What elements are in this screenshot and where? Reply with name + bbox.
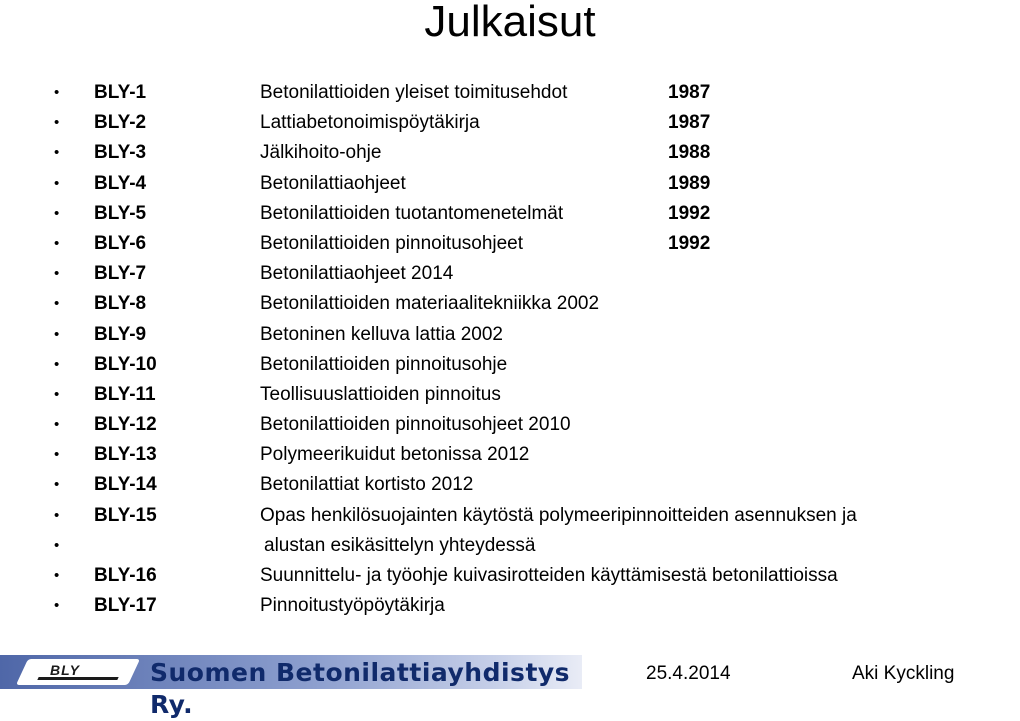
publication-title: Betonilattioiden yleiset toimitusehdot [260,82,568,103]
publication-title: Betonilattioiden materiaalitekniikka 2002 [260,293,600,315]
list-item [0,108,960,138]
bullet-icon: • [54,114,60,132]
list-item [0,320,960,350]
list-item [0,531,960,561]
list-item [0,169,960,199]
publication-code: BLY-10 [94,353,157,375]
publication-title: Betonilattioiden pinnoitusohje [260,353,508,375]
publication-code: BLY-1 [94,82,147,103]
bullet-icon: • [54,174,60,192]
publication-code: BLY-16 [94,565,157,586]
publication-code: BLY-14 [94,474,157,496]
publication-title: alustan esikäsittelyn yhteydessä [264,534,536,556]
publication-title: Lattiabetonoimispöytäkirja [260,112,480,134]
publication-code: BLY-12 [94,414,157,436]
list-item [0,470,960,500]
publication-code: BLY-3 [94,142,147,164]
publication-title: Suunnittelu- ja työohje kuivasirotteiden käyttämisestä betonilattioissa [260,565,838,586]
publication-year: 1989 [668,172,711,194]
publication-code: BLY-2 [94,112,147,134]
publication-year: 1992 [668,232,711,254]
list-item [0,138,960,168]
footer [0,653,960,719]
publication-year: 1987 [668,112,711,134]
publication-title: Pinnoitustyöpöytäkirja [260,595,445,617]
publication-code: BLY-4 [94,172,147,194]
bullet-icon: • [54,597,60,615]
publication-title: Opas henkilösuojainten käytöstä polymeeripinnoitteiden asennuksen ja [260,504,857,526]
footer-date: 25.4.2014 [646,663,731,684]
bullet-icon: • [54,506,60,524]
publication-title: Betoninen kelluva lattia 2002 [260,323,503,345]
footer-banner [0,655,582,719]
bullet-icon: • [54,536,60,554]
publication-code: BLY-7 [94,263,147,285]
publication-year: 1992 [668,202,711,224]
publication-title: Betonilattioiden pinnoitusohjeet [260,232,524,254]
bullet-icon: • [54,325,60,343]
publication-code: BLY-15 [94,504,157,526]
publication-code: BLY-17 [94,595,157,617]
footer-author: Aki Kyckling [852,663,955,684]
publication-code: BLY-8 [94,293,147,315]
list-item [0,501,960,531]
bullet-icon: • [54,385,60,403]
list-item [0,380,960,410]
bullet-icon: • [54,204,60,222]
publication-year: 1987 [668,82,711,103]
bullet-icon: • [54,234,60,252]
organization-name: Suomen Betonilattiayhdistys Ry. [150,658,571,719]
list-item [0,78,960,108]
list-item [0,410,960,440]
page-title: Julkaisut [424,0,596,46]
publication-code: BLY-5 [94,202,147,224]
bullet-icon: • [54,446,60,464]
list-item [0,199,960,229]
list-item [0,289,960,319]
publication-code: BLY-9 [94,323,147,345]
bullet-icon: • [54,567,60,584]
publication-title: Teollisuuslattioiden pinnoitus [260,383,501,405]
bullet-icon: • [54,416,60,434]
publication-title: Polymeerikuidut betonissa 2012 [260,444,530,466]
publication-code: BLY-6 [94,232,147,254]
bullet-icon: • [54,355,60,373]
publication-list [0,78,960,621]
publication-title: Betonilattiat kortisto 2012 [260,474,474,496]
publication-title: Betonilattiaohjeet 2014 [260,263,454,285]
publication-title: Betonilattioiden tuotantomenetelmät [260,202,564,224]
bullet-icon: • [54,295,60,313]
list-item [0,440,960,470]
logo-text: BLY [50,662,80,678]
publication-title: Betonilattiaohjeet [260,172,406,194]
list-item [0,591,960,621]
bullet-icon: • [54,144,60,162]
bullet-icon: • [54,265,60,283]
bullet-icon: • [54,84,60,101]
publication-title: Jälkihoito-ohje [260,142,382,164]
bullet-icon: • [54,476,60,494]
list-item [0,259,960,289]
publication-code: BLY-13 [94,444,157,466]
list-item [0,229,960,259]
publication-year: 1988 [668,142,711,164]
list-item [0,350,960,380]
publication-code: BLY-11 [94,383,156,405]
list-item [0,561,960,591]
publication-title: Betonilattioiden pinnoitusohjeet 2010 [260,414,571,436]
